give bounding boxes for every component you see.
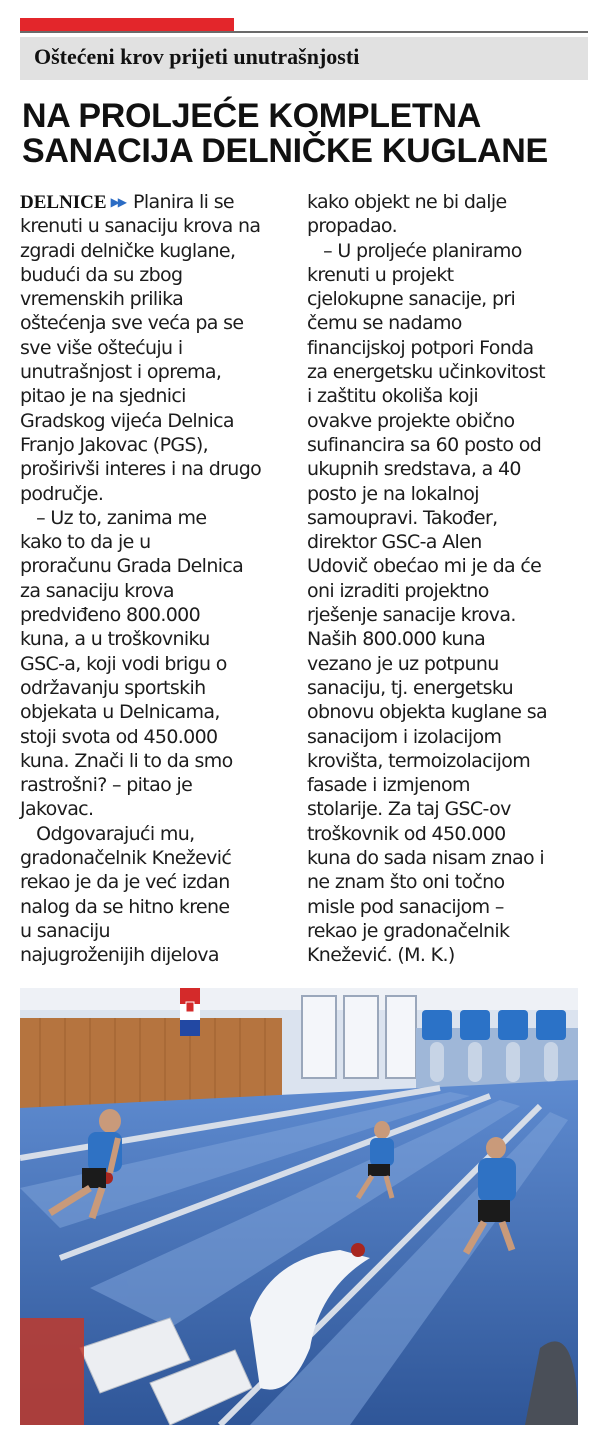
article-line: fasade i izmjenom <box>307 774 470 797</box>
article-line: rješenje sanacije krova. <box>307 604 516 627</box>
article-line <box>20 190 292 214</box>
orange-chair <box>20 1318 84 1425</box>
article-line: misle pod sanacijom – <box>307 895 504 918</box>
article-line: proširivši interes i na drugo <box>20 458 262 481</box>
article-line: ne znam što oni točno <box>307 871 505 894</box>
bowling-ball <box>351 1243 365 1257</box>
article-line: oni izraditi projektno <box>307 579 489 602</box>
article-line: oštećenja sve veća pa se <box>20 312 244 335</box>
kicker-text: Oštećeni krov prijeti unutrašnjosti <box>34 44 360 69</box>
article-line-text: Planira li se <box>133 191 234 213</box>
article-line: zgradi delničke kuglane, <box>20 239 236 262</box>
croatian-flag <box>180 988 200 1036</box>
section-accent-bar <box>20 18 234 31</box>
headline-line-1: NA PROLJEĆE KOMPLETNA <box>22 97 482 135</box>
article-line: kuna. Znači li to da smo <box>20 749 233 772</box>
article-line: direktor GSC-a Alen <box>307 531 482 554</box>
kicker-bar <box>20 37 588 80</box>
article-line: kako to da je u <box>20 531 151 554</box>
article-line: održavanju sportskih <box>20 676 206 699</box>
article-line: vremenskih prilika <box>20 288 184 311</box>
article-line: u sanaciju <box>20 919 110 942</box>
article-line: čemu se nadamo <box>307 312 462 335</box>
article-column-right <box>307 190 579 968</box>
article-line: sve više oštećuju i <box>20 336 183 359</box>
article-line: obnovu objekta kuglane sa <box>307 701 547 724</box>
article-line: financijskoj potpori Fonda <box>307 336 534 359</box>
article-line: Knežević. (M. K.) <box>307 944 455 967</box>
article-line: rekao je gradonačelnik <box>307 919 510 942</box>
article-line: kuna, a u troškovniku <box>20 628 210 651</box>
article-line: predviđeno 800.000 <box>20 604 201 627</box>
article-line: sanacijom i izolacijom <box>307 725 502 748</box>
article-line: samoupravi. Također, <box>307 506 498 529</box>
article-line: propadao. <box>307 215 397 238</box>
article-line: za sanaciju krova <box>20 579 174 602</box>
article-line: troškovnik od 450.000 <box>307 822 506 845</box>
bowling-alley-illustration <box>20 988 578 1425</box>
article-headline <box>22 99 582 169</box>
article-line: rastrošni? – pitao je <box>20 774 193 797</box>
article-line: i zaštitu okoliša koji <box>307 385 479 408</box>
article-line: Jakovac. <box>20 798 94 821</box>
article-line: – U proljeće planiramo <box>307 239 522 262</box>
article-line: područje. <box>20 482 104 505</box>
article-line: krovišta, termoizolacijom <box>307 749 531 772</box>
article-line: sufinancira sa 60 posto od <box>307 433 542 456</box>
article-line: unutrašnjost i oprema, <box>20 361 222 384</box>
section-rule <box>20 31 588 33</box>
article-photo <box>20 988 578 1425</box>
article-line: sanaciju, tj. energetsku <box>307 676 514 699</box>
article-line: rekao je da je već izdan <box>20 871 230 894</box>
double-arrow-icon: ▶▶ <box>110 195 126 209</box>
article-column-left <box>20 190 292 968</box>
article-line: ovakve projekte obično <box>307 409 515 432</box>
dateline: DELNICE <box>20 192 107 213</box>
article-line: nalog da se hitno krene <box>20 895 230 918</box>
article-line: Gradskog vijeća Delnica <box>20 409 234 432</box>
article-line: posto je na lokalnoj <box>307 482 479 505</box>
article-line: stolarije. Za taj GSC-ov <box>307 798 511 821</box>
windows <box>302 996 416 1078</box>
article-line: stoji svota od 450.000 <box>20 725 218 748</box>
article-line: Franjo Jakovac (PGS), <box>20 433 209 456</box>
article-line: Odgovarajući mu, <box>20 822 195 845</box>
article-line: najugroženijih dijelova <box>20 944 219 967</box>
article-line: pitao je na sjednici <box>20 385 186 408</box>
article-line: objekata u Delnicama, <box>20 701 220 724</box>
article-line: za energetsku učinkovitost <box>307 361 545 384</box>
article-line: krenuti u sanaciju krova na <box>20 215 261 238</box>
headline-line-2: SANACIJA DELNIČKE KUGLANE <box>22 132 548 170</box>
article-line: budući da su zbog <box>20 263 183 286</box>
article-line: proračunu Grada Delnica <box>20 555 244 578</box>
article-line: kuna do sada nisam znao i <box>307 847 544 870</box>
article-line: Udovič obećao mi je da će <box>307 555 542 578</box>
article-line: krenuti u projekt <box>307 263 454 286</box>
article-line: GSC-a, koji vodi brigu o <box>20 652 227 675</box>
article-line: vezano je uz potpunu <box>307 652 499 675</box>
article-line: gradonačelnik Knežević <box>20 847 232 870</box>
wood-panelling <box>20 1018 282 1110</box>
article-line: cjelokupne sanacije, pri <box>307 288 516 311</box>
article-line: ukupnih sredstava, a 40 <box>307 458 521 481</box>
article-line: Naših 800.000 kuna <box>307 628 486 651</box>
article-line: kako objekt ne bi dalje <box>307 191 507 213</box>
article-line: – Uz to, zanima me <box>20 506 207 529</box>
